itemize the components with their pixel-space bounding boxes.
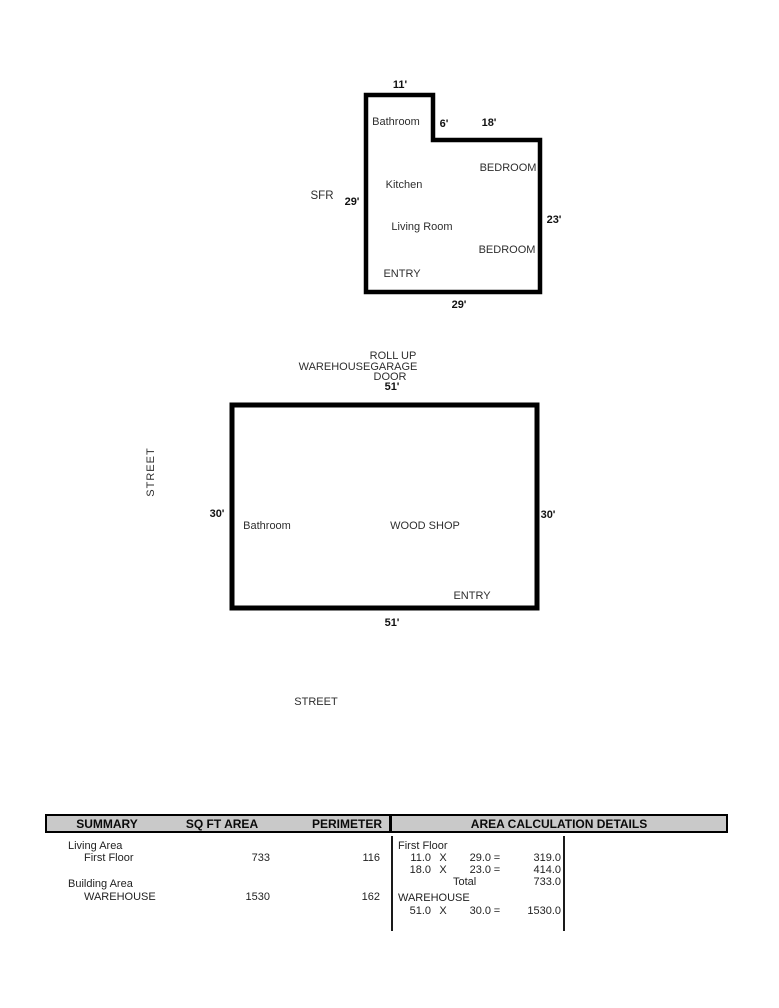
warehouse-room-entry: ENTRY bbox=[453, 590, 491, 602]
sfr-dim-upper-right: 18' bbox=[481, 117, 497, 129]
calc-operator: X bbox=[439, 905, 447, 917]
calc-equals: = bbox=[493, 864, 501, 876]
summary-perimeter-warehouse: 162 bbox=[361, 891, 380, 903]
sfr-dim-bottom: 29' bbox=[451, 299, 467, 311]
calc-row bbox=[397, 852, 561, 864]
calc-total-label: Total bbox=[453, 876, 477, 888]
warehouse-room-wood-shop: WOOD SHOP bbox=[390, 520, 460, 532]
header-summary: SUMMARY bbox=[76, 817, 138, 831]
calc-value: 414.0 bbox=[533, 864, 561, 876]
sfr-dim-left: 29' bbox=[344, 196, 360, 208]
calc-factor-a: 18.0 bbox=[409, 864, 431, 876]
sfr-room-bathroom: Bathroom bbox=[372, 116, 420, 128]
warehouse-dim-right: 30' bbox=[540, 509, 556, 521]
calc-row bbox=[397, 864, 561, 876]
calc-factor-b: 23.0 bbox=[469, 864, 491, 876]
calc-row bbox=[397, 905, 561, 917]
sfr-room-kitchen: Kitchen bbox=[385, 179, 423, 191]
street-label-left: STREET bbox=[145, 447, 157, 497]
sfr-dim-notch: 6' bbox=[439, 118, 449, 130]
calc-factor-a: 51.0 bbox=[409, 905, 431, 917]
sfr-dim-right: 23' bbox=[546, 214, 562, 226]
warehouse-dim-bottom: 51' bbox=[384, 617, 400, 629]
calc-title-warehouse: WAREHOUSE bbox=[398, 892, 470, 904]
calc-operator: X bbox=[439, 852, 447, 864]
sfr-dim-top: 11' bbox=[392, 79, 408, 91]
sfr-room-bedroom-upper: BEDROOM bbox=[479, 162, 537, 174]
warehouse-dim-top: 51' bbox=[384, 381, 400, 393]
sfr-room-entry: ENTRY bbox=[383, 268, 421, 280]
warehouse-label-name: WAREHOUSEGARAGE bbox=[298, 361, 418, 373]
summary-item-warehouse: WAREHOUSE bbox=[84, 891, 156, 903]
summary-item-first-floor: First Floor bbox=[84, 852, 134, 864]
header-sqft-area: SQ FT AREA bbox=[185, 817, 259, 831]
summary-sqft-warehouse: 1530 bbox=[245, 891, 270, 903]
calc-total-row bbox=[397, 876, 561, 888]
warehouse-outline bbox=[232, 405, 537, 608]
calc-value: 319.0 bbox=[533, 852, 561, 864]
calc-factor-b: 30.0 bbox=[469, 905, 491, 917]
calc-factor-a: 11.0 bbox=[410, 852, 431, 864]
table-header-divider bbox=[389, 814, 392, 833]
summary-group-living-area: Living Area bbox=[68, 840, 123, 852]
warehouse-label-roll-up: ROLL UP bbox=[369, 350, 417, 362]
summary-group-building-area: Building Area bbox=[68, 878, 133, 890]
header-perimeter: PERIMETER bbox=[311, 817, 383, 831]
calc-total-value: 733.0 bbox=[533, 876, 561, 888]
calc-factor-b: 29.0 bbox=[469, 852, 491, 864]
calc-section-left-divider bbox=[391, 836, 393, 931]
header-area-calculation-details: AREA CALCULATION DETAILS bbox=[470, 817, 648, 831]
sfr-label: SFR bbox=[310, 190, 334, 202]
sfr-room-living-room: Living Room bbox=[391, 221, 453, 233]
warehouse-label-door: DOOR bbox=[373, 371, 407, 383]
summary-perimeter-first-floor: 116 bbox=[362, 852, 380, 864]
calc-title-first-floor: First Floor bbox=[398, 840, 448, 852]
calc-equals: = bbox=[493, 905, 501, 917]
calc-equals: = bbox=[493, 852, 501, 864]
warehouse-dim-left: 30' bbox=[209, 508, 225, 520]
calc-value: 1530.0 bbox=[527, 905, 561, 917]
summary-sqft-first-floor: 733 bbox=[251, 852, 270, 864]
calc-section-right-divider bbox=[563, 836, 565, 931]
street-label-bottom: STREET bbox=[294, 696, 338, 708]
calc-operator: X bbox=[439, 864, 447, 876]
sfr-room-bedroom-lower: BEDROOM bbox=[478, 244, 536, 256]
warehouse-room-bathroom: Bathroom bbox=[243, 520, 291, 532]
